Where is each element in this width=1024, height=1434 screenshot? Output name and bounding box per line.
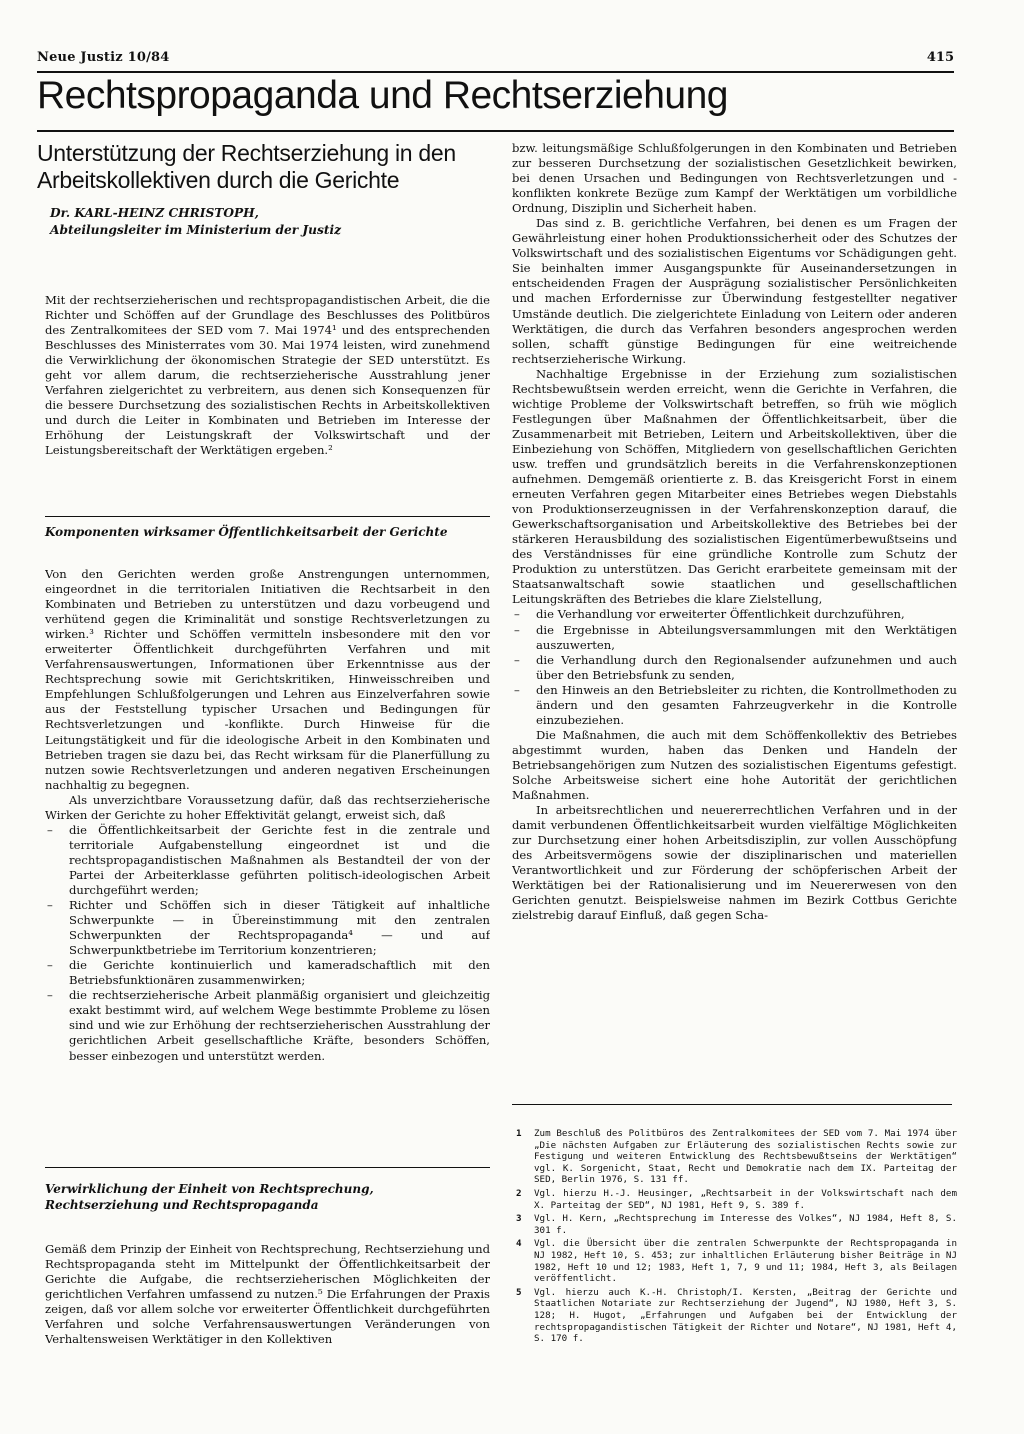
page-number: 415 — [926, 50, 954, 65]
journal-issue: Neue Justiz 10/84 — [37, 50, 170, 65]
footnote-number: 5 — [516, 1286, 522, 1298]
footnote-number: 4 — [516, 1238, 522, 1250]
footnote-text: Zum Beschluß des Politbüros des Zentralkomitees der SED vom 7. Mai 1974 über „Die nächsten Aufgaben zur Erläuterung des sozialistischen Rechts sowie zur Festigung und weiteren Entwicklung des Rechtsbewußtseins der Werktätigen“ vgl. K. Sorgenicht, Staat, Recht und Demokratie nach dem IX. Parteitag der SED, Berlin 1976, S. 131 ff. — [534, 1128, 957, 1186]
article-title-line2: Arbeitskollektiven durch die Gerichte — [37, 167, 400, 193]
footnote-number: 1 — [516, 1128, 522, 1139]
right-list — [512, 607, 957, 727]
right-paragraph2: Das sind z. B. gerichtliche Verfahren, bei denen es um Fragen der Gewährleistung einer hohen Produktionssicherheit oder des Schutzes der Volkswirtschaft und des sozialistischen Eigentums vor Schädigungen geht. Sie beinhalten immer Ausgangspunkte für Auseinandersetzungen in entscheidenden Fragen der Ausprägung sozialistischer Persönlichkeiten und machen Erfordernisse zur Überwindung festgestellter negativer Umstände deutlich. Die zielgerichtete Einladung von Leitern oder anderen Werktätigen, die durch das Verfahren besonders angesprochen werden sollen, schafft günstige Bedingungen für eine weitreichende rechtserzieherische Wirkung. — [512, 216, 957, 366]
footnote-text: Vgl. hierzu H.-J. Heusinger, „Rechtsarbeit in der Volkswirtschaft nach dem X. Parteitag der SED“, NJ 1981, Heft 9, S. 389 f. — [534, 1187, 957, 1211]
right-paragraph4: Die Maßnahmen, die auch mit dem Schöffenkollektiv des Betriebes abgestimmt wurden, haben das Denken und Handeln der Betriebsangehörigen zum Nutzen des sozialistischen Eigentums gefestigt. Solche Arbeitsweise sichert eine hohe Autorität der gerichtlichen Maßnahmen. — [512, 727, 957, 803]
footnote — [512, 1188, 957, 1211]
list-item: – die rechtserzieherische Arbeit planmäßig organisiert und gleichzeitig exakt bestimmt wird, auf welchem Wege bestimmte Probleme zu lösen sind und wie zur Erhöhung der rechtserzieherischen Ausstrahlung der gerichtlichen Arbeit gesellschaftliche Kräfte, besonders Schöffen, besser einbezogen und unterstützt werden. — [45, 988, 490, 1063]
section2-heading — [45, 1181, 490, 1213]
section2-heading-line2: Rechtserziehung und Rechtspropaganda — [45, 1198, 319, 1212]
rubric-rule — [37, 130, 954, 132]
author-name: Dr. KARL-HEINZ CHRISTOPH, — [50, 206, 259, 220]
right-column — [512, 141, 957, 1087]
intro-column — [45, 293, 490, 495]
right-paragraph1: bzw. leitungsmäßige Schlußfolgerungen in den Kombinaten und Betrieben zur besseren Durchsetzung der sozialistischen Gesetzlichkeit bewirken, bei denen Ursachen und Bedingungen von Rechtsverletzungen und -konflikten konkrete Bezüge zum Kampf der Werktätigen um vorbildliche Ordnung, Disziplin und Sicherheit haben. — [512, 141, 957, 216]
footnote — [512, 1128, 957, 1186]
footnote-text: Vgl. die Übersicht über die zentralen Schwerpunkte der Rechtspropaganda in NJ 1982, Heft 10, S. 453; zur inhaltlichen Erläuterung bisher Beiträge in NJ 1982, Heft 10 und 12; 1983, Heft 1, 7, 9 und 11; 1984, Heft 3, als Beilagen veröffentlicht. — [534, 1238, 957, 1285]
footnote-text: Vgl. H. Kern, „Rechtsprechung im Interesse des Volkes“, NJ 1984, Heft 8, S. 301 f. — [534, 1213, 957, 1236]
right-paragraph3: Nachhaltige Ergebnisse in der Erziehung zum sozialistischen Rechtsbewußtsein werden erreicht, wenn die Gerichte in Verfahren, die wichtige Probleme der Volkswirtschaft betreffen, so früh wie möglich Festlegungen über Maßnahmen der Öffentlichkeitsarbeit, über die Zusammenarbeit mit Betrieben, Leitern und Arbeitskollektiven, über die Einbeziehung von Schöffen, Mitgliedern von gesellschaftlichen Gerichten usw. treffen und grundsätzlich bereits in die Verfahrenskonzeptionen aufnehmen. Demgemäß orientierte z. B. das Kreisgericht Forst in einem erneuten Verfahren gegen Mitarbeiter eines Betriebes wegen Diebstahls von Produktionserzeugnissen in der Verfahrenskonzeption darauf, die Gewerkschaftsorganisation und Arbeitskollektive des Betriebes bei der stärkeren Herausbildung des sozialistischen Eigentümerbewußtseins und des Verständnisses für eine gründliche Kontrolle zum Schutz der Produktion zu unterstützen. Das Gericht erarbeitete gemeinsam mit der Staatsanwaltschaft sowie staatlichen und gesellschaftlichen Leitungskräften des Betriebes die klare Zielstellung, — [512, 366, 957, 607]
section2-heading-line1: Verwirklichung der Einheit von Rechtsprechung, — [45, 1182, 374, 1196]
section2-rule — [45, 1167, 490, 1168]
section1-list — [45, 823, 490, 1064]
author-block — [50, 205, 341, 239]
intro-paragraph: Mit der rechtserzieherischen und rechtspropagandistischen Arbeit, die die Richter und Schöffen auf der Grundlage des Beschlusses des Politbüros des Zentralkomitees der SED vom 7. Mai 1974¹ und des entsprechenden Beschlusses des Ministerrates vom 30. Mai 1974 leisten, wird zunehmend die Verwirklichung der ökonomischen Strategie der SED unterstützt. Es geht vor allem darum, die rechtserzieherische Ausstrahlung jener Verfahren zielgerichtet zu verbreitern, aus denen sich Konsequenzen für die bessere Durchsetzung des sozialistischen Rechts in Arbeitskollektiven und durch die Leiter in Kombinaten und Betrieben im Interesse der Erhöhung der Leistungskraft der Volkswirtschaft und der Leistungsbereitschaft der Werktätigen ergeben.² — [45, 293, 490, 458]
article-title — [37, 140, 507, 194]
footnote-rule — [512, 1104, 952, 1105]
article-title-line1: Unterstützung der Rechtserziehung in den — [37, 140, 456, 166]
section2-column — [45, 1242, 490, 1366]
right-paragraph5: In arbeitsrechtlichen und neuererrechtlichen Verfahren und in der damit verbundenen Öffentlichkeitsarbeit wurden vielfältige Möglichkeiten zur Durchsetzung einer hohen Arbeitsdisziplin, zur vollen Ausschöpfung des Arbeitsvermögens sowie der disziplinarischen und materiellen Verantwortlichkeit und zur Förderung der schöpferischen Arbeit der Werktätigen bei der Rationalisierung und im Neuererwesen von den Gerichten genutzt. Beispielsweise nahmen im Bezirk Cottbus Gerichte zielstrebig darauf Einfluß, daß gegen Scha- — [512, 803, 957, 923]
section1-rule — [45, 516, 490, 517]
footnote — [512, 1213, 957, 1236]
list-item: – die Gerichte kontinuierlich und kameradschaftlich mit den Betriebsfunktionären zusammenwirken; — [45, 958, 490, 988]
footnote-number: 2 — [516, 1187, 522, 1199]
footnote — [512, 1287, 957, 1345]
author-role: Abteilungsleiter im Ministerium der Justiz — [50, 223, 342, 237]
list-item: – die Verhandlung durch den Regionalsender aufzunehmen und auch über den Betriebsfunk zu senden, — [512, 653, 957, 683]
section1-column — [45, 567, 490, 1145]
section2-paragraph1: Gemäß dem Prinzip der Einheit von Rechtsprechung, Rechtserziehung und Rechtspropaganda steht im Mittelpunkt der Öffentlichkeitsarbeit der Gerichte die Aufgabe, die rechtserzieherischen Möglichkeiten der gerichtlichen Verfahren umfassend zu nutzen.⁵ Die Erfahrungen der Praxis zeigen, daß vor allem solche vor erweiterter Öffentlichkeit durchgeführten Verfahren und solche Verfahrensauswertungen Veränderungen von Verhaltensweisen Werktätiger in den Kollektiven — [45, 1242, 490, 1347]
footnote — [512, 1238, 957, 1284]
list-item: – die Verhandlung vor erweiterter Öffentlichkeit durchzuführen, — [512, 607, 957, 622]
footnotes — [512, 1128, 957, 1347]
header-rule — [37, 71, 954, 73]
section1-paragraph1: Von den Gerichten werden große Anstrengungen unternommen, eingeordnet in die territorialen Initiativen die Rechtsarbeit in den Kombinaten und Betrieben zu unterstützen und dazu vorbeugend und verhütend gegen die Kriminalität und sonstige Rechtsverletzungen zu wirken.³ Richter und Schöffen vermitteln insbesondere mit den vor erweiterter Öffentlichkeit durchgeführten Verfahren und mit Verfahrensauswertungen, Informationen über Erkenntnisse aus der Rechtsprechung sowie mit Gerichtskritiken, Hinweisschreiben und Empfehlungen Schlußfolgerungen und Lehren aus Einzelverfahren sowie aus der Feststellung typischer Ursachen und Bedingungen für Rechtsverletzungen und -konflikte. Durch Hinweise für die Leitungstätigkeit und für die ideologische Arbeit in den Kombinaten und Betrieben tragen sie dazu bei, das Recht wirksam für die Planerfüllung zu nutzen sowie Rechtsverletzungen und anderen negativen Erscheinungen nachhaltig zu begegnen. — [45, 567, 490, 792]
footnote-number: 3 — [516, 1213, 522, 1225]
list-item: – die Ergebnisse in Abteilungsversammlungen mit den Werktätigen auszuwerten, — [512, 623, 957, 653]
list-item: – Richter und Schöffen sich in dieser Tätigkeit auf inhaltliche Schwerpunkte — in Übereinstimmung mit den zentralen Schwerpunkten der Rechtspropaganda⁴ — und auf Schwerpunktbetriebe im Territorium konzentrieren; — [45, 898, 490, 958]
footnote-text: Vgl. hierzu auch K.-H. Christoph/I. Kersten, „Beitrag der Gerichte und Staatlichen Notariate zur Rechtserziehung der Jugend“, NJ 1980, Heft 3, S. 128; H. Hugot, „Erfahrungen und Aufgaben bei der Entwicklung der rechtspropagandistischen Tätigkeit der Richter und Notare“, NJ 1981, Heft 4, S. 170 f. — [534, 1286, 957, 1345]
section1-paragraph2: Als unverzichtbare Voraussetzung dafür, daß das rechtserzieherische Wirken der Gerichte zu hoher Effektivität gelangt, erweist sich, daß — [45, 792, 490, 822]
section1-heading: Komponenten wirksamer Öffentlichkeitsarbeit der Gerichte — [45, 525, 448, 539]
list-item: – die Öffentlichkeitsarbeit der Gerichte fest in die zentrale und territoriale Aufgabenstellung eingeordnet ist und die rechtspropagandistischen Maßnahmen als Bestandteil der von der Partei der Arbeiterklasse geführten politisch-ideologischen Arbeit durchgeführt werden; — [45, 823, 490, 898]
rubric-title: Rechtspropaganda und Rechtserziehung — [37, 74, 728, 117]
list-item: – den Hinweis an den Betriebsleiter zu richten, die Kontrollmethoden zu ändern und den gesamten Fahrzeugverkehr in die Kontrolle einzubeziehen. — [512, 683, 957, 728]
